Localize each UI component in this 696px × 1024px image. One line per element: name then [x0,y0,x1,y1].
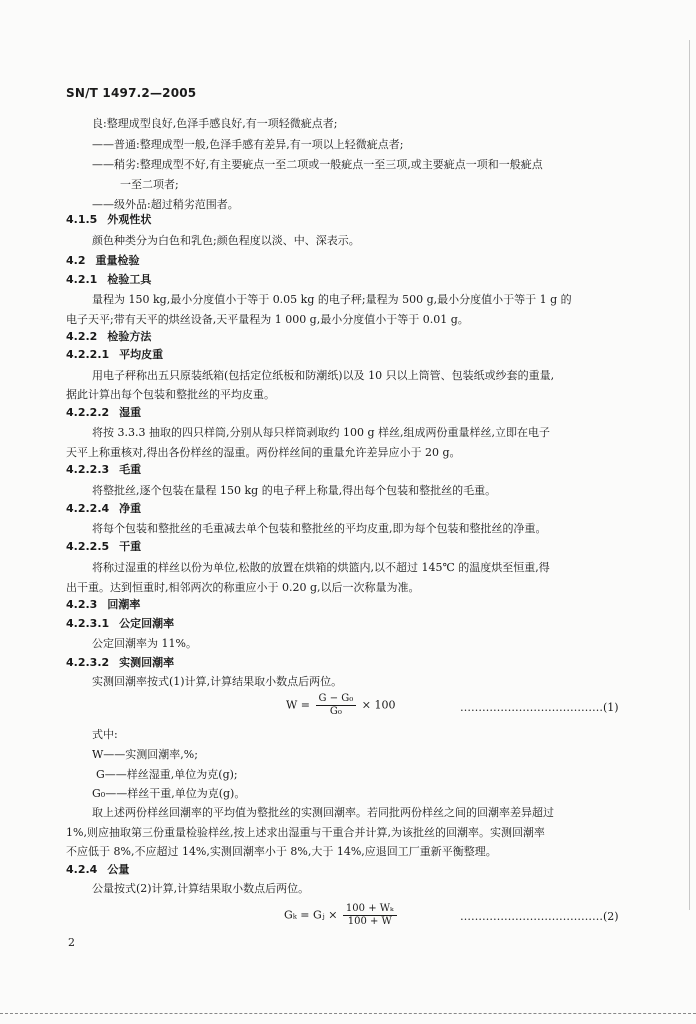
variable-definition: W——实测回潮率,%; [92,748,198,761]
section-heading: 4.2.3.1 公定回潮率 [66,617,175,630]
paragraph-line: 量程为 150 kg,最小分度值小于等于 0.05 kg 的电子秤;量程为 500 g,最小分度值小于等于 1 g 的 [92,293,572,306]
paragraph-line: 颜色种类分为白色和乳色;颜色程度以淡、中、深表示。 [92,234,360,247]
scan-edge-line [689,40,690,910]
formula-fraction [316,693,357,718]
paragraph-line: 将每个包装和整批丝的毛重减去单个包装和整批丝的平均皮重,即为每个包装和整批丝的净重。 [92,522,547,535]
formula-fraction [343,903,397,928]
paragraph-line: 实测回潮率按式(1)计算,计算结果取小数点后两位。 [92,675,343,688]
standard-code-header: SN/T 1497.2—2005 [66,86,197,100]
formula-1 [286,693,395,718]
section-heading: 4.2.2.5 干重 [66,540,142,553]
paragraph-line: 用电子秤称出五只原装纸箱(包括定位纸板和防潮纸)以及 10 只以上筒管、包装纸或纱套的重量, [92,369,555,382]
paragraph-line: 天平上称重核对,得出各份样丝的湿重。两份样丝间的重量允许差异应小于 20 g。 [66,446,461,459]
section-heading: 4.2.2 检验方法 [66,330,152,343]
section-heading: 4.1.5 外观性状 [66,213,152,226]
formula-lhs: Gₖ = Gⱼ × [284,908,338,922]
section-heading: 4.2.3 回潮率 [66,598,141,611]
variable-definition: G——样丝湿重,单位为克(g); [96,768,238,781]
page-number: 2 [68,936,75,949]
paragraph-line: 将按 3.3.3 抽取的四只样筒,分别从每只样筒剥取约 100 g 样丝,组成两份重量样丝,立即在电子 [92,426,550,439]
section-heading: 4.2.3.2 实测回潮率 [66,656,175,669]
variable-definition: G₀——样丝干重,单位为克(g)。 [92,787,246,800]
paragraph-line: 不应低于 8%,不应超过 14%,实测回潮率小于 8%,大于 14%,应退回工厂重新平衡整理。 [66,845,497,858]
paragraph-line: 出干重。达到恒重时,相邻两次的称重应小于 0.20 g,以后一次称量为准。 [66,581,420,594]
grade-line: ——稍劣:整理成型不好,有主要疵点一至二项或一般疵点一至三项,或主要疵点一项和一般疵点 [92,158,543,171]
grade-line: ——普通:整理成型一般,色泽手感有差异,有一项以上轻微疵点者; [92,138,404,151]
grade-line: 良:整理成型良好,色泽手感良好,有一项轻微疵点者; [92,117,338,130]
section-heading: 4.2.2.3 毛重 [66,463,142,476]
section-heading: 4.2.4 公量 [66,863,130,876]
paragraph-line: 将整批丝,逐个包装在量程 150 kg 的电子秤上称量,得出每个包装和整批丝的毛重。 [92,484,497,497]
fraction-denominator: G₀ [329,706,342,717]
fraction-denominator: 100 + W [347,916,392,927]
paragraph-line: 公定回潮率为 11%。 [92,637,197,650]
grade-line: 一至二项者; [120,178,179,191]
formula-tail: × 100 [361,698,396,712]
paragraph-line: 取上述两份样丝回潮率的平均值为整批丝的实测回潮率。若同批两份样丝之间的回潮率差异超过 [92,806,554,819]
fraction-numerator: G − G₀ [316,693,357,706]
section-heading: 4.2.2.4 净重 [66,502,142,515]
scan-bottom-line [0,1013,696,1015]
section-heading: 4.2.2.1 平均皮重 [66,348,164,361]
formula-2 [284,903,399,928]
section-heading: 4.2 重量检验 [66,254,140,267]
equation-number: …………………………………(1) [460,701,619,714]
equation-number: …………………………………(2) [460,910,619,923]
paragraph-line: 电子天平;带有天平的烘丝设备,天平量程为 1 000 g,最小分度值小于等于 0.01 g。 [66,313,469,326]
paragraph-line: 1%,则应抽取第三份重量检验样丝,按上述求出湿重与干重合并计算,为该批丝的回潮率。实测回潮率 [66,826,545,839]
fraction-numerator: 100 + Wₖ [343,903,397,916]
paragraph-line: 公量按式(2)计算,计算结果取小数点后两位。 [92,882,310,895]
paragraph-line: 将称过湿重的样丝以份为单位,松散的放置在烘箱的烘篮内,以不超过 145℃ 的温度烘至恒重,得 [92,561,550,574]
formula-lhs: W = [286,698,311,712]
section-heading: 4.2.2.2 湿重 [66,406,142,419]
where-label: 式中: [92,728,118,741]
paragraph-line: 据此计算出每个包装和整批丝的平均皮重。 [66,388,275,401]
section-heading: 4.2.1 检验工具 [66,273,152,286]
grade-line: ——级外品:超过稍劣范围者。 [92,198,239,211]
